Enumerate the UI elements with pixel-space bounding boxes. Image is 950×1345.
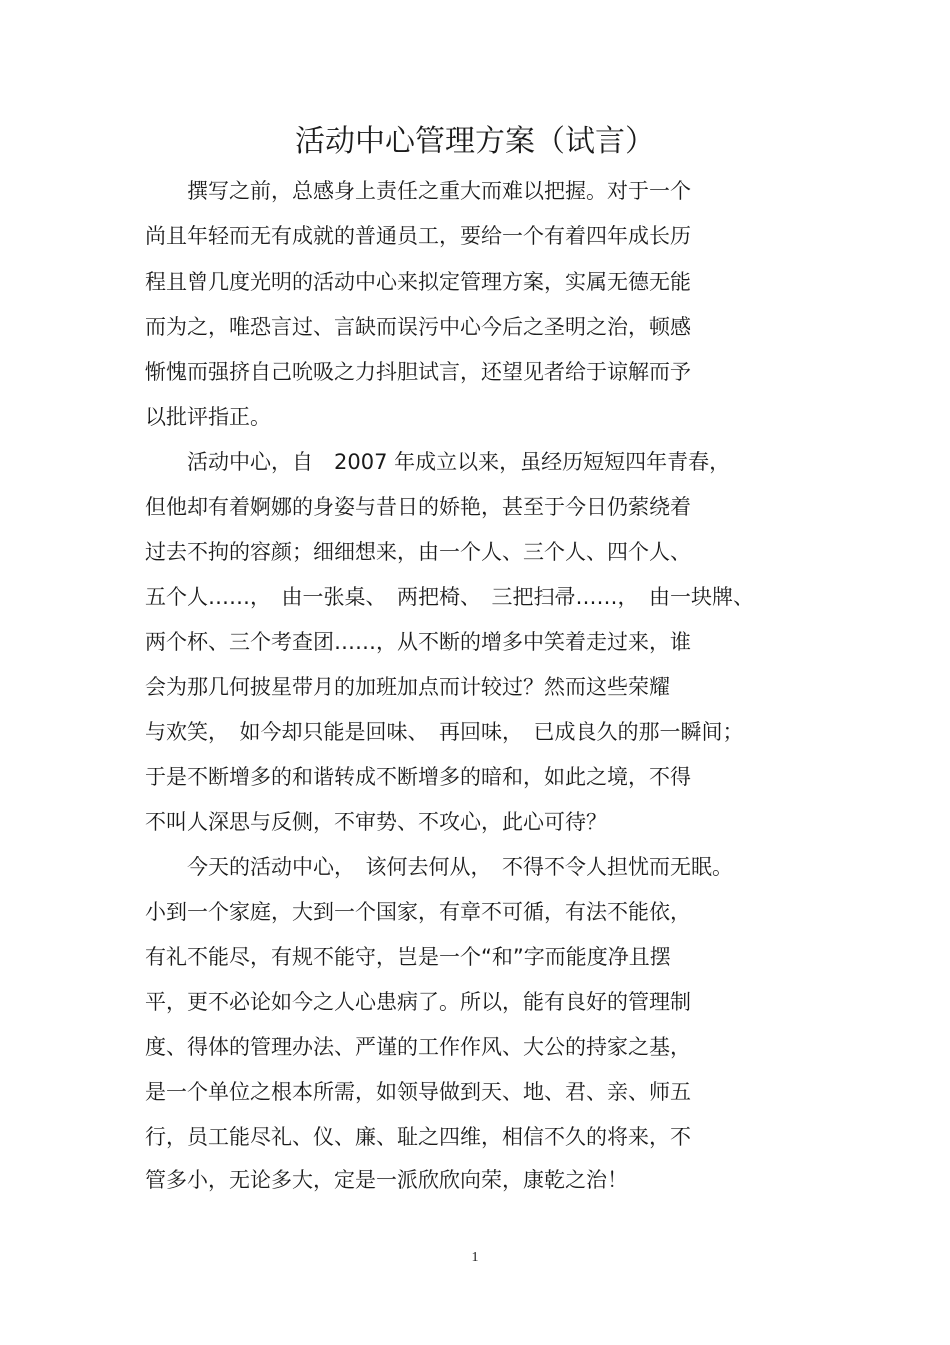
text-line: 活动中心，自 2007 年成立以来，虽经历短短四年青春， bbox=[145, 450, 731, 474]
text-line: 五个人……， 由一张桌、 两把椅、 三把扫帚……， 由一块牌、 bbox=[145, 585, 754, 609]
text-line: 程且曾几度光明的活动中心来拟定管理方案，实属无德无能 bbox=[145, 270, 691, 294]
text-line: 尚且年轻而无有成就的普通员工，要给一个有着四年成长历 bbox=[145, 224, 691, 248]
text-line: 是一个单位之根本所需，如领导做到天、地、君、亲、师五 bbox=[145, 1080, 691, 1104]
text-line: 与欢笑， 如今却只能是回味、 再回味， 已成良久的那一瞬间； bbox=[145, 720, 744, 744]
text-line: 而为之，唯恐言过、言缺而误污中心今后之圣明之治，顿感 bbox=[145, 315, 691, 339]
text-line: 小到一个家庭，大到一个国家，有章不可循，有法不能依， bbox=[145, 900, 691, 924]
text-line: 但他却有着婀娜的身姿与昔日的娇艳，甚至于今日仍萦绕着 bbox=[145, 495, 691, 519]
text-line: 会为那几何披星带月的加班加点而计较过？然而这些荣耀 bbox=[145, 675, 670, 699]
text-line: 以批评指正。 bbox=[145, 405, 271, 429]
text-line: 管多小，无论多大，定是一派欣欣向荣，康乾之治！ bbox=[145, 1168, 628, 1192]
page-number: 1 bbox=[471, 1250, 479, 1265]
text-line: 度、得体的管理办法、严谨的工作作风、大公的持家之基， bbox=[145, 1035, 691, 1059]
text-line: 平，更不必论如今之人心患病了。所以，能有良好的管理制 bbox=[145, 990, 691, 1014]
text-line: 有礼不能尽，有规不能守，岂是一个“和”字而能度净且摆 bbox=[145, 945, 671, 969]
document-title: 活动中心管理方案（试言） bbox=[295, 124, 655, 159]
text-line: 行，员工能尽礼、仪、廉、耻之四维，相信不久的将来，不 bbox=[145, 1125, 691, 1149]
text-line: 两个杯、三个考查团……，从不断的增多中笑着走过来，谁 bbox=[145, 630, 691, 654]
text-line: 过去不拘的容颜；细细想来，由一个人、三个人、四个人、 bbox=[145, 540, 691, 564]
text-line: 不叫人深思与反侧，不审势、不攻心，此心可待？ bbox=[145, 810, 607, 834]
text-line: 今天的活动中心， 该何去何从， 不得不令人担忧而无眠。 bbox=[145, 855, 733, 879]
text-line: 惭愧而强挤自己吮吸之力抖胆试言，还望见者给于谅解而予 bbox=[145, 360, 691, 384]
text-line: 于是不断增多的和谐转成不断增多的暗和，如此之境，不得 bbox=[145, 765, 691, 789]
text-line: 撰写之前，总感身上责任之重大而难以把握。对于一个 bbox=[145, 179, 691, 203]
